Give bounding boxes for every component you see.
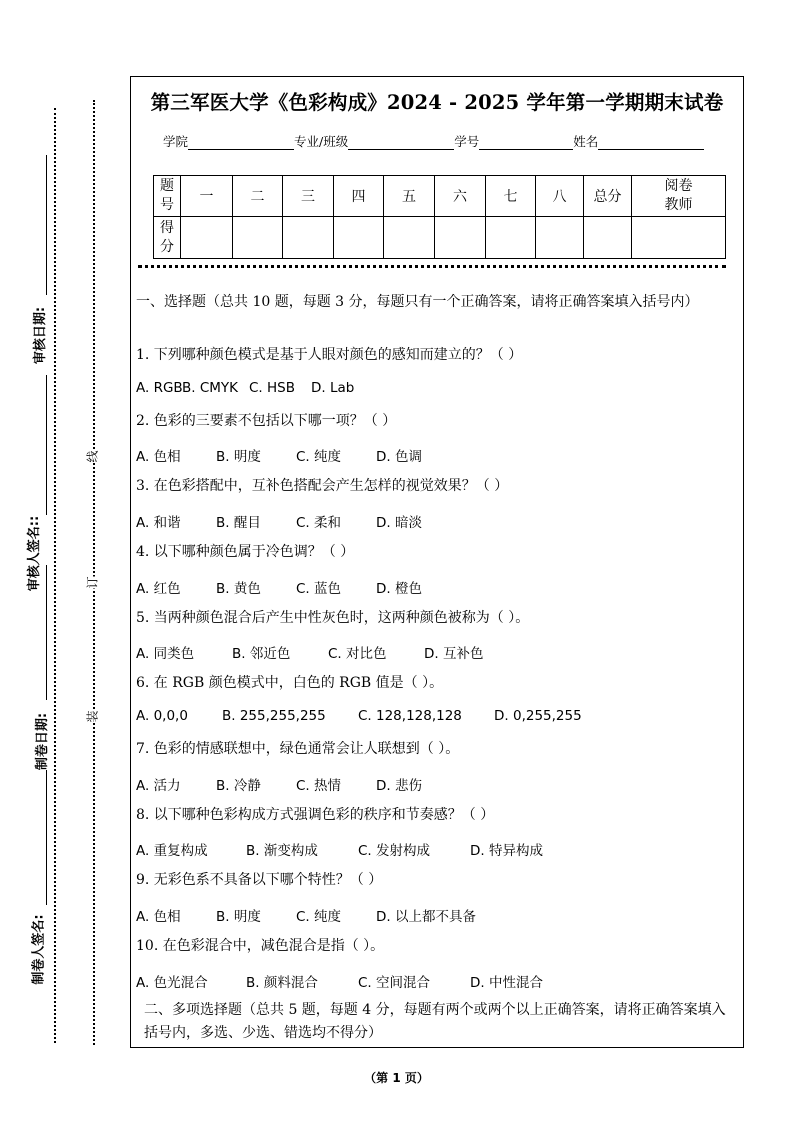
name-label: 姓名 bbox=[573, 134, 599, 149]
maker-signature-label: 制卷人签名: bbox=[31, 914, 47, 985]
major-class-label: 专业/班级 bbox=[294, 134, 349, 149]
option[interactable]: C. 热情 bbox=[296, 778, 342, 794]
column-header: 三 bbox=[283, 176, 334, 217]
question-10-options bbox=[136, 971, 543, 991]
option[interactable]: B. 渐变构成 bbox=[246, 843, 318, 859]
option[interactable]: A. RGB bbox=[136, 380, 183, 396]
cut-mark-zhuang: 装 bbox=[82, 710, 103, 722]
option[interactable]: D. 特异构成 bbox=[470, 843, 543, 859]
question-1: 1. 下列哪种颜色模式是基于人眼对颜色的感知而建立的？（ ） bbox=[136, 347, 523, 363]
option[interactable]: D. 以上都不具备 bbox=[376, 909, 476, 925]
outer-dotted-line bbox=[54, 108, 56, 1043]
question-8: 8. 以下哪种色彩构成方式强调色彩的秩序和节奏感？（ ） bbox=[136, 807, 495, 823]
score-cell[interactable] bbox=[384, 217, 435, 259]
option[interactable]: D. 橙色 bbox=[376, 581, 422, 597]
option[interactable]: D. 中性混合 bbox=[470, 975, 543, 991]
score-cell[interactable] bbox=[283, 217, 334, 259]
total-score-cell[interactable] bbox=[584, 217, 632, 259]
score-cell[interactable] bbox=[536, 217, 584, 259]
score-table-score-row bbox=[154, 217, 726, 259]
option[interactable]: C. 纯度 bbox=[296, 909, 342, 925]
option[interactable]: C. HSB bbox=[249, 380, 295, 396]
question-7-options bbox=[136, 774, 422, 794]
college-field[interactable] bbox=[188, 135, 294, 150]
column-header: 四 bbox=[334, 176, 384, 217]
option[interactable]: C. 发射构成 bbox=[358, 843, 431, 859]
option[interactable]: C. 柔和 bbox=[296, 515, 342, 531]
option[interactable]: B. 黄色 bbox=[216, 581, 261, 597]
question-number-label: 题 号 bbox=[154, 176, 181, 217]
option[interactable]: B. 颜料混合 bbox=[246, 975, 318, 991]
major-class-field[interactable] bbox=[348, 135, 454, 150]
score-cell[interactable] bbox=[233, 217, 283, 259]
option[interactable]: D. 悲伤 bbox=[376, 778, 422, 794]
option[interactable]: A. 色相 bbox=[136, 449, 181, 465]
option[interactable]: C. 蓝色 bbox=[296, 581, 342, 597]
option[interactable]: B. 醒目 bbox=[216, 515, 261, 531]
score-cell[interactable] bbox=[435, 217, 486, 259]
score-cell[interactable] bbox=[181, 217, 233, 259]
question-5-options bbox=[136, 642, 483, 662]
review-date-label: 审核日期: bbox=[33, 306, 49, 365]
question-7: 7. 色彩的情感联想中，绿色通常会让人联想到（ ）。 bbox=[136, 741, 460, 757]
score-table-header-row bbox=[154, 176, 726, 217]
maker-signature-blank bbox=[46, 770, 47, 905]
option[interactable]: A. 色相 bbox=[136, 909, 181, 925]
option[interactable]: B. 冷静 bbox=[216, 778, 261, 794]
question-4: 4. 以下哪种颜色属于冷色调？（ ） bbox=[136, 544, 355, 560]
question-6: 6. 在 RGB 颜色模式中，白色的 RGB 值是（ ）。 bbox=[136, 675, 444, 691]
option[interactable]: C. 128,128,128 bbox=[358, 708, 462, 724]
section1-intro: 一、选择题（总共 10 题，每题 3 分，每题只有一个正确答案，请将正确答案填入括号内） bbox=[136, 294, 699, 310]
make-date-label: 制卷日期: bbox=[35, 712, 51, 771]
student-id-field[interactable] bbox=[479, 135, 573, 150]
question-5: 5. 当两种颜色混合后产生中性灰色时，这两种颜色被称为（ ）。 bbox=[136, 610, 530, 626]
option[interactable]: A. 同类色 bbox=[136, 646, 195, 662]
column-header: 一 bbox=[181, 176, 233, 217]
review-signature-blank bbox=[46, 375, 47, 515]
question-3: 3. 在色彩搭配中，互补色搭配会产生怎样的视觉效果？（ ） bbox=[136, 478, 509, 494]
option[interactable]: D. 色调 bbox=[376, 449, 422, 465]
question-8-options bbox=[136, 839, 543, 859]
option[interactable]: D. Lab bbox=[311, 380, 355, 396]
reviewer-cell[interactable] bbox=[632, 217, 726, 259]
column-header: 五 bbox=[384, 176, 435, 217]
exam-frame bbox=[130, 76, 744, 1048]
option[interactable]: A. 和谐 bbox=[136, 515, 181, 531]
score-label: 得 分 bbox=[154, 217, 181, 259]
college-label: 学院 bbox=[163, 134, 189, 149]
question-2-options bbox=[136, 445, 422, 465]
name-field[interactable] bbox=[598, 135, 704, 150]
question-4-options bbox=[136, 577, 422, 597]
student-info-row bbox=[163, 132, 704, 150]
option[interactable]: A. 红色 bbox=[136, 581, 181, 597]
question-10: 10. 在色彩混合中，减色混合是指（ ）。 bbox=[136, 938, 385, 954]
option[interactable]: D. 0,255,255 bbox=[494, 708, 582, 724]
cut-mark-xian: 线 bbox=[82, 450, 103, 462]
option[interactable]: C. 空间混合 bbox=[358, 975, 431, 991]
option[interactable]: C. 纯度 bbox=[296, 449, 342, 465]
option[interactable]: A. 色光混合 bbox=[136, 975, 208, 991]
option[interactable]: A. 重复构成 bbox=[136, 843, 208, 859]
option[interactable]: B. 明度 bbox=[216, 909, 261, 925]
score-table bbox=[153, 175, 726, 259]
option[interactable]: C. 对比色 bbox=[328, 646, 387, 662]
option[interactable]: A. 0,0,0 bbox=[136, 708, 188, 724]
question-6-options bbox=[136, 708, 582, 724]
inner-dotted-line bbox=[93, 100, 95, 1045]
review-date-blank bbox=[46, 155, 47, 295]
question-9-options bbox=[136, 905, 476, 925]
option[interactable]: B. 明度 bbox=[216, 449, 261, 465]
column-header: 二 bbox=[233, 176, 283, 217]
option[interactable]: D. 互补色 bbox=[424, 646, 484, 662]
option[interactable]: B. 邻近色 bbox=[232, 646, 291, 662]
option[interactable]: B. 255,255,255 bbox=[222, 708, 326, 724]
question-3-options bbox=[136, 511, 422, 531]
section2-intro: 二、多项选择题（总共 5 题，每题 4 分，每题有两个或两个以上正确答案，请将正确答案填入括号内，多选、少选、错选均不得分） bbox=[144, 1002, 726, 1041]
page-number: （第 1 页） bbox=[364, 1071, 429, 1085]
question-9: 9. 无彩色系不具备以下哪个特性？（ ） bbox=[136, 872, 383, 888]
column-header: 八 bbox=[536, 176, 584, 217]
column-header: 七 bbox=[486, 176, 536, 217]
reviewer-header: 阅卷 教师 bbox=[632, 176, 726, 217]
total-score-header: 总分 bbox=[584, 176, 632, 217]
option[interactable]: D. 暗淡 bbox=[376, 515, 422, 531]
column-header: 六 bbox=[435, 176, 486, 217]
score-cell[interactable] bbox=[486, 217, 536, 259]
score-cell[interactable] bbox=[334, 217, 384, 259]
make-date-blank bbox=[46, 565, 47, 700]
dotted-separator bbox=[138, 265, 726, 268]
question-1-options bbox=[136, 380, 354, 396]
question-2: 2. 色彩的三要素不包括以下哪一项？（ ） bbox=[136, 413, 397, 429]
cut-mark-ding: 订 bbox=[82, 576, 103, 588]
review-signature-label: 审核人签名:: bbox=[27, 515, 43, 592]
option[interactable]: A. 活力 bbox=[136, 778, 181, 794]
exam-title: 第三军医大学《色彩构成》2024 - 2025 学年第一学期期末试卷 bbox=[150, 91, 724, 114]
student-id-label: 学号 bbox=[454, 134, 480, 149]
option[interactable]: B. CMYK bbox=[182, 380, 239, 396]
